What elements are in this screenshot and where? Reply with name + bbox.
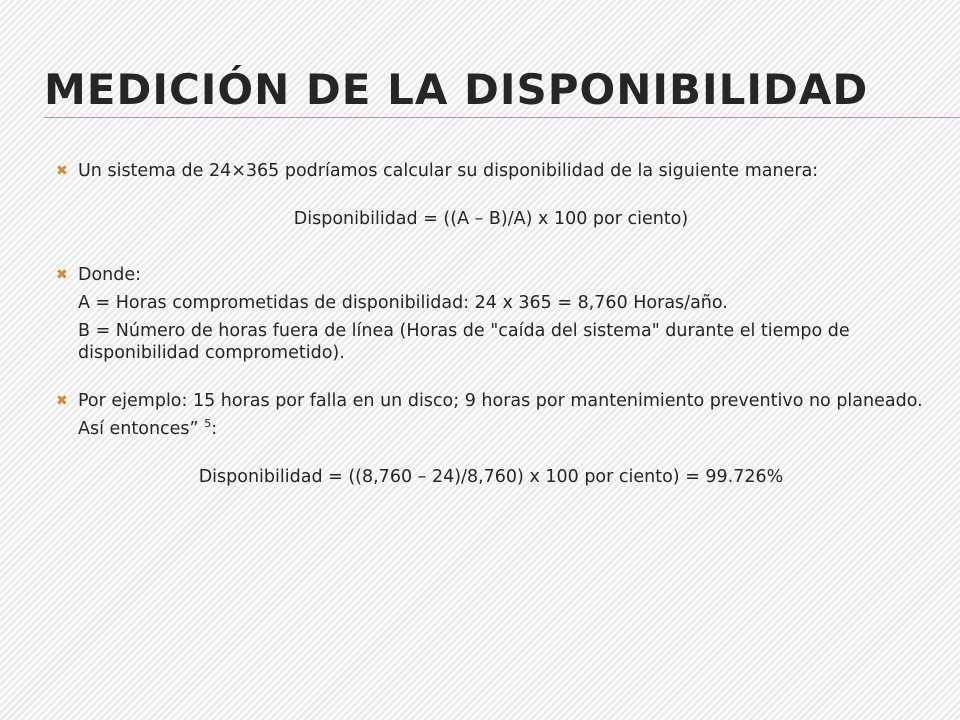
- slide-body: [56, 160, 926, 488]
- bullet-intro: [56, 160, 926, 182]
- x-bullet-icon: ✖: [56, 393, 68, 409]
- footnote-ref: 5: [204, 417, 212, 431]
- bullet-example: [56, 390, 926, 412]
- result-line: Disponibilidad = ((8,760 – 24)/8,760) x 100 por ciento) = 99.726%: [198, 467, 784, 487]
- formula-line: Disponibilidad = ((A – B)/A) x 100 por ciento): [293, 209, 689, 229]
- asi-entonces-text: Así entonces”: [78, 419, 199, 439]
- donde-text: Donde:: [78, 265, 142, 285]
- slide-title: MEDICIÓN DE LA DISPONIBILIDAD: [44, 65, 869, 114]
- asi-entonces-line: [56, 418, 926, 440]
- x-bullet-icon: ✖: [56, 163, 68, 179]
- intro-text: Un sistema de 24×365 podríamos calcular su disponibilidad de la siguiente manera:: [78, 161, 819, 181]
- bullet-donde: [56, 264, 926, 286]
- colon-text: :: [211, 419, 218, 439]
- title-underline: [44, 117, 960, 118]
- x-bullet-icon: ✖: [56, 267, 68, 283]
- example-text: Por ejemplo: 15 horas por falla en un disco; 9 horas por mantenimiento preventivo no planeado.: [78, 391, 923, 411]
- definition-b: B = Número de horas fuera de línea (Horas de "caída del sistema" durante el tiempo de disponibilidad comprometido).: [78, 321, 850, 363]
- definition-a: A = Horas comprometidas de disponibilidad: 24 x 365 = 8,760 Horas/año.: [78, 293, 728, 313]
